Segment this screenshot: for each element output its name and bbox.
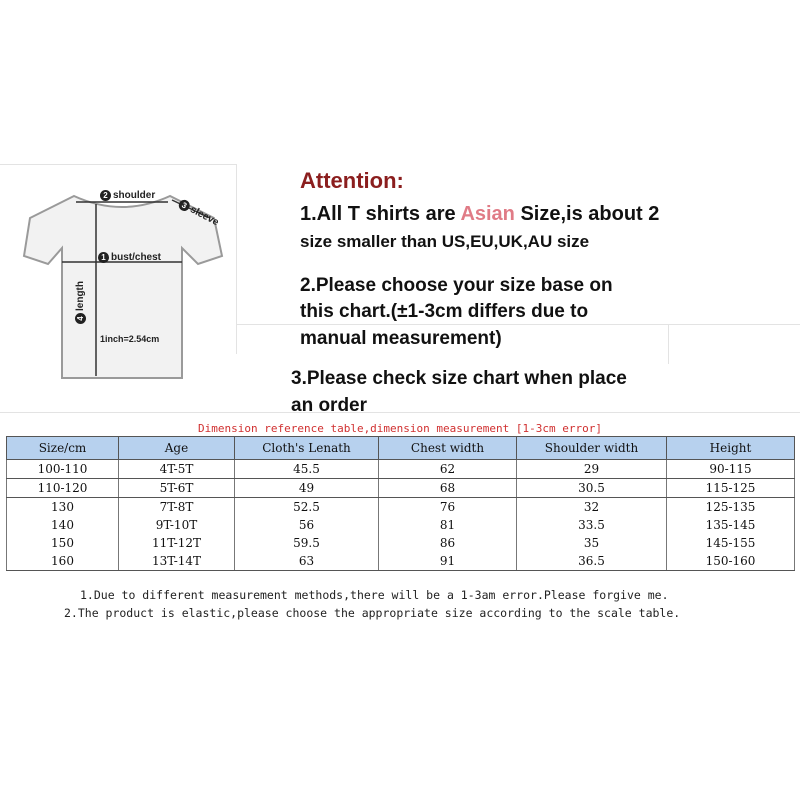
attention-line-1-prefix: 1.All T shirts are — [300, 203, 461, 225]
table-row — [7, 479, 795, 498]
cell-height: 90-115 — [667, 460, 795, 479]
size-table — [6, 436, 795, 571]
number-badge: 4 — [75, 313, 86, 324]
header-shoulder-width: Shoulder width — [517, 437, 667, 460]
header-cloth-length: Cloth's Lenath — [235, 437, 379, 460]
cell-shoulder-width: 30.5 — [517, 479, 667, 498]
cell-shoulder-width: 33.5 — [517, 516, 667, 534]
cell-size: 100-110 — [7, 460, 119, 479]
cell-cloth-length: 45.5 — [235, 460, 379, 479]
header-size: Size/cm — [7, 437, 119, 460]
cell-size: 160 — [7, 552, 119, 571]
table-row — [7, 534, 795, 552]
bust-label — [98, 252, 161, 263]
cell-cloth-length: 49 — [235, 479, 379, 498]
attention-line-1b: size smaller than US,EU,UK,AU size — [300, 232, 590, 251]
sleeve-label-text: sleeve — [188, 204, 221, 229]
tshirt-diagram — [22, 178, 236, 390]
cell-height: 135-145 — [667, 516, 795, 534]
divider-line — [668, 324, 669, 364]
cell-age: 7T-8T — [119, 498, 235, 517]
table-header-row — [7, 437, 795, 460]
table-row — [7, 516, 795, 534]
header-height: Height — [667, 437, 795, 460]
attention-line-2a: 2.Please choose your size base on — [300, 275, 613, 296]
number-badge: 2 — [100, 190, 111, 201]
bust-label-text: bust/chest — [111, 252, 162, 264]
cell-chest-width: 68 — [379, 479, 517, 498]
attention-title: Attention: — [300, 168, 404, 193]
cell-shoulder-width: 29 — [517, 460, 667, 479]
cell-cloth-length: 56 — [235, 516, 379, 534]
cell-age: 4T-5T — [119, 460, 235, 479]
shoulder-label-text: shoulder — [113, 190, 156, 202]
number-badge: 3 — [177, 198, 192, 213]
divider-line — [0, 164, 236, 165]
shoulder-label — [100, 190, 155, 201]
cell-chest-width: 91 — [379, 552, 517, 571]
divider-line — [236, 324, 800, 325]
cell-height: 115-125 — [667, 479, 795, 498]
cell-shoulder-width: 32 — [517, 498, 667, 517]
inch-conversion-note: 1inch=2.54cm — [100, 334, 160, 344]
table-row — [7, 552, 795, 571]
length-label-text: length — [75, 281, 87, 311]
cell-size: 130 — [7, 498, 119, 517]
cell-shoulder-width: 35 — [517, 534, 667, 552]
note-elastic-product: 2.The product is elastic,please choose the appropriate size according to the scale table. — [64, 606, 681, 620]
cell-chest-width: 76 — [379, 498, 517, 517]
number-badge: 1 — [98, 252, 109, 263]
asian-highlight: Asian — [460, 203, 515, 225]
table-row — [7, 498, 795, 517]
cell-chest-width: 86 — [379, 534, 517, 552]
cell-size: 140 — [7, 516, 119, 534]
table-caption: Dimension reference table,dimension measurement [1-3cm error] — [198, 422, 602, 435]
attention-line-3b: an order — [291, 395, 368, 416]
divider-line — [0, 412, 800, 413]
cell-height: 125-135 — [667, 498, 795, 517]
attention-line-2b: this chart.(±1-3cm differs due to — [300, 301, 589, 322]
cell-size: 150 — [7, 534, 119, 552]
note-measurement-error: 1.Due to different measurement methods,there will be a 1-3am error.Please forgive me. — [80, 588, 669, 602]
header-chest-width: Chest width — [379, 437, 517, 460]
attention-line-3a: 3.Please check size chart when place — [291, 368, 627, 389]
length-label — [75, 281, 86, 324]
cell-cloth-length: 63 — [235, 552, 379, 571]
attention-line-1 — [300, 203, 659, 226]
cell-chest-width: 62 — [379, 460, 517, 479]
divider-line — [236, 164, 237, 354]
table-row — [7, 460, 795, 479]
cell-age: 13T-14T — [119, 552, 235, 571]
cell-height: 145-155 — [667, 534, 795, 552]
attention-line-1-suffix: Size,is about 2 — [514, 203, 660, 225]
cell-age: 11T-12T — [119, 534, 235, 552]
cell-age: 5T-6T — [119, 479, 235, 498]
cell-chest-width: 81 — [379, 516, 517, 534]
cell-height: 150-160 — [667, 552, 795, 571]
cell-size: 110-120 — [7, 479, 119, 498]
header-age: Age — [119, 437, 235, 460]
cell-cloth-length: 59.5 — [235, 534, 379, 552]
cell-shoulder-width: 36.5 — [517, 552, 667, 571]
cell-cloth-length: 52.5 — [235, 498, 379, 517]
cell-age: 9T-10T — [119, 516, 235, 534]
attention-line-2c: manual measurement) — [300, 328, 502, 349]
